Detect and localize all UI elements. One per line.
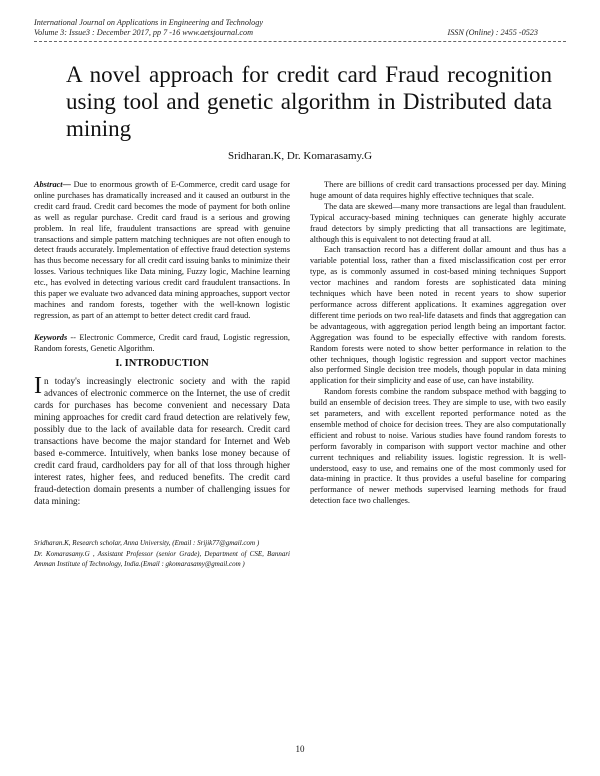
body-paragraph: There are billions of credit card transactions processed per day. Mining huge amount of data requires highly effective techniques that scale. — [310, 180, 566, 200]
drop-cap: I — [34, 372, 42, 399]
section-heading: I. INTRODUCTION — [115, 357, 209, 369]
journal-volume: Volume 3: Issue3 : December 2017, pp 7 -16 www.aetsjournal.com ISSN (Online) : 2455 -0523 — [34, 28, 538, 37]
footnote: Dr. Komarasamy.G , Assistant Professor (senior Grade), Department of CSE, Bannari Amman Institute of Technology, India.(Email : gkomarasamy@gmail.com ) — [34, 550, 290, 568]
intro-paragraph — [34, 372, 290, 507]
keywords-text: Electronic Commerce, Credit card fraud, Logistic regression, Random forests, Genetic Algorithm. — [34, 332, 290, 353]
body-paragraph: Each transaction record has a different dollar amount and thus has a variable potential loss, rather than a fixed misclassification cost per error type, as is commonly assumed in cost-based mining techniques Support vector machines and random forests are sophisticated data mining techniques which have been noted in recent years to show superior performance across different applications. It examines aggregation over different time periods on two real-life datasets and finds that aggregation can be advantageous, with aggregation period length being an important factor. Aggregation was found to be especially effective with random forests. Random forests were noted to show better performance in relation to the other techniques, though logistic regression and support vector machines also performed Single decision tree models, though popular in data mining application for their simplicity and ease of use, can have instability. — [310, 245, 566, 386]
left-column — [34, 180, 290, 569]
paper-title: A novel approach for credit card Fraud recognition using tool and genetic algorithm in Distributed data mining — [66, 62, 552, 141]
journal-name: International Journal on Applications in Engineering and Technology — [34, 18, 264, 27]
header-divider — [34, 41, 566, 42]
abstract-label: Abstract— — [34, 180, 71, 189]
abstract — [34, 180, 290, 322]
abstract-text: Due to enormous growth of E-Commerce, credit card usage for online purchases has dramatically increased and it caused an outburst in the credit card fraud. Credit card becomes the mode of payment for both online as well as regular purchase. Credit card fraud is a serious and growing problem. In real life, fraudulent transactions are spread with genuine transactions and simple pattern matching techniques are not often enough to detect frauds accurately. Implementation of effective fraud detection systems has thus become necessary for all credit card issuing banks to minimize their losses. Various techniques like Data mining, Fuzzy logic, Machine learning etc., has evolved in detecting various credit card fraudulent transactions. In this paper we evaluate two advanced data mining approaches, support vector machines and random forests, together with the well-known logistic regression, as part of an attempt to better detect credit card fraud. — [34, 180, 290, 320]
footnotes — [34, 539, 290, 570]
author-list: Sridharan.K, Dr. Komarasamy.G — [227, 150, 373, 162]
keywords-label: Keywords -- — [34, 332, 77, 342]
journal-issn: ISSN (Online) : 2455 -0523 — [447, 28, 538, 37]
keywords — [34, 333, 290, 355]
footnote: Sridharan.K, Research scholar, Anna University, (Email : Srijik77@gmail.com ) — [34, 538, 260, 547]
right-column — [310, 180, 566, 507]
intro-text: n today's increasingly electronic society and with the rapid advances of electronic commerce on the Internet, the use of credit cards for purchases has become convenient and necessary Data mining approaches for credit card fraud detection are relatively few, possibly due to the lack of available data for research. Credit card transactions have become the major standard for Internet and Web based e-commerce. Intuitively, when banks lose money because of credit card fraud, cardholders pay for all of that loss through higher interest rates, higher fees, and reduced benefits. The credit card fraud-detection domain presents a number of challenging issues for data mining: — [34, 375, 290, 506]
body-paragraph: Random forests combine the random subspace method with bagging to build an ensemble of decision trees. They are simple to use, with two easily set parameters, and with excellent reported performance noted as the ensemble method of choice for decision trees. They are also computationally efficient and robust to noise. Various studies have found random forests to perform favorably in comparison with support vector machine and other current techniques and reliability issues. logistic regression. It is well-understood, easy to use, and remains one of the most commonly used for data-mining in practice. It thus provides a useful baseline for comparing performance of newer methods supervised learning methods for fraud detection face two challenges. — [310, 387, 566, 506]
body-paragraph: The data are skewed—many more transactions are legal than fraudulent. Typical accuracy-based mining techniques can generate highly accurate fraud detectors by simply predicting that all transactions are legitimate, although this is equivalent to not detecting fraud at all. — [310, 201, 566, 244]
page-number: 10 — [295, 744, 305, 754]
